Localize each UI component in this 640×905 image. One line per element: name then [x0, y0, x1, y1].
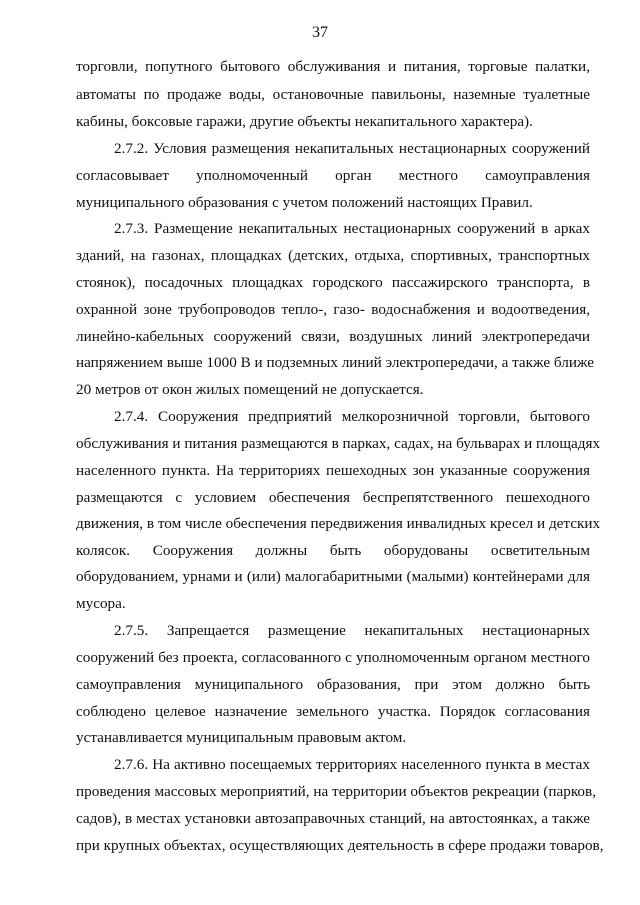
paragraph-first-line: 2.7.3. Размещение некапитальных нестационарных сооружений в арках — [114, 220, 590, 237]
text-line: согласовывает уполномоченный орган местного самоуправления — [76, 167, 590, 184]
text-line: колясок. Сооружения должны быть оборудованы осветительным — [76, 542, 590, 559]
text-line: линейно-кабельных сооружений связи, воздушных линий электропередачи — [76, 328, 590, 345]
text-line: стоянок), посадочных площадках городского пассажирского транспорта, в — [76, 274, 590, 291]
paragraph-first-line: 2.7.6. На активно посещаемых территориях населенного пункта в местах — [114, 756, 590, 773]
text-line: движения, в том числе обеспечения передвижения инвалидных кресел и детских — [76, 515, 601, 532]
paragraph-first-line: 2.7.4. Сооружения предприятий мелкорозничной торговли, бытового — [114, 408, 590, 425]
text-line: сооружений без проекта, согласованного с уполномоченным органом местного — [76, 649, 590, 666]
text-line: охранной зоне трубопроводов тепло-, газо- водоснабжения и водоотведения, — [76, 301, 590, 318]
paragraph-first-line: 2.7.2. Условия размещения некапитальных нестационарных сооружений — [114, 140, 590, 157]
text-line: обслуживания и питания размещаются в парках, садах, на бульварах и площадях — [76, 435, 601, 452]
text-line: мусора. — [76, 595, 126, 612]
text-line: напряжением выше 1000 В и подземных линий электропередачи, а также ближе — [76, 354, 594, 371]
text-line: устанавливается муниципальным правовым актом. — [76, 729, 407, 746]
paragraph-first-line: 2.7.5. Запрещается размещение некапитальных нестационарных — [114, 622, 590, 639]
text-line: садов), в местах установки автозаправочных станций, на автостоянках, а также — [76, 810, 590, 827]
text-line: кабины, боксовые гаражи, другие объекты некапитального характера). — [76, 113, 533, 130]
text-line: муниципального образования с учетом положений настоящих Правил. — [76, 194, 533, 211]
text-line: при крупных объектах, осуществляющих деятельность в сфере продажи товаров, — [76, 837, 604, 854]
text-line: населенного пункта. На территориях пешеходных зон указанные сооружения — [76, 462, 590, 479]
text-line: зданий, на газонах, площадках (детских, отдыха, спортивных, транспортных — [76, 247, 590, 264]
page-number: 37 — [312, 24, 328, 41]
text-line: 20 метров от окон жилых помещений не допускается. — [76, 381, 424, 398]
text-line: оборудованием, урнами и (или) малогабаритными (малыми) контейнерами для — [76, 568, 590, 585]
text-line: самоуправления муниципального образования, при этом должно быть — [76, 676, 590, 693]
text-line: соблюдено целевое назначение земельного участка. Порядок согласования — [76, 703, 590, 720]
text-line: автоматы по продаже воды, остановочные павильоны, наземные туалетные — [76, 86, 590, 103]
text-line: размещаются с условием обеспечения беспрепятственного пешеходного — [76, 489, 590, 506]
text-line: торговли, попутного бытового обслуживания и питания, торговые палатки, — [76, 58, 590, 75]
text-line: проведения массовых мероприятий, на территории объектов рекреации (парков, — [76, 783, 596, 800]
